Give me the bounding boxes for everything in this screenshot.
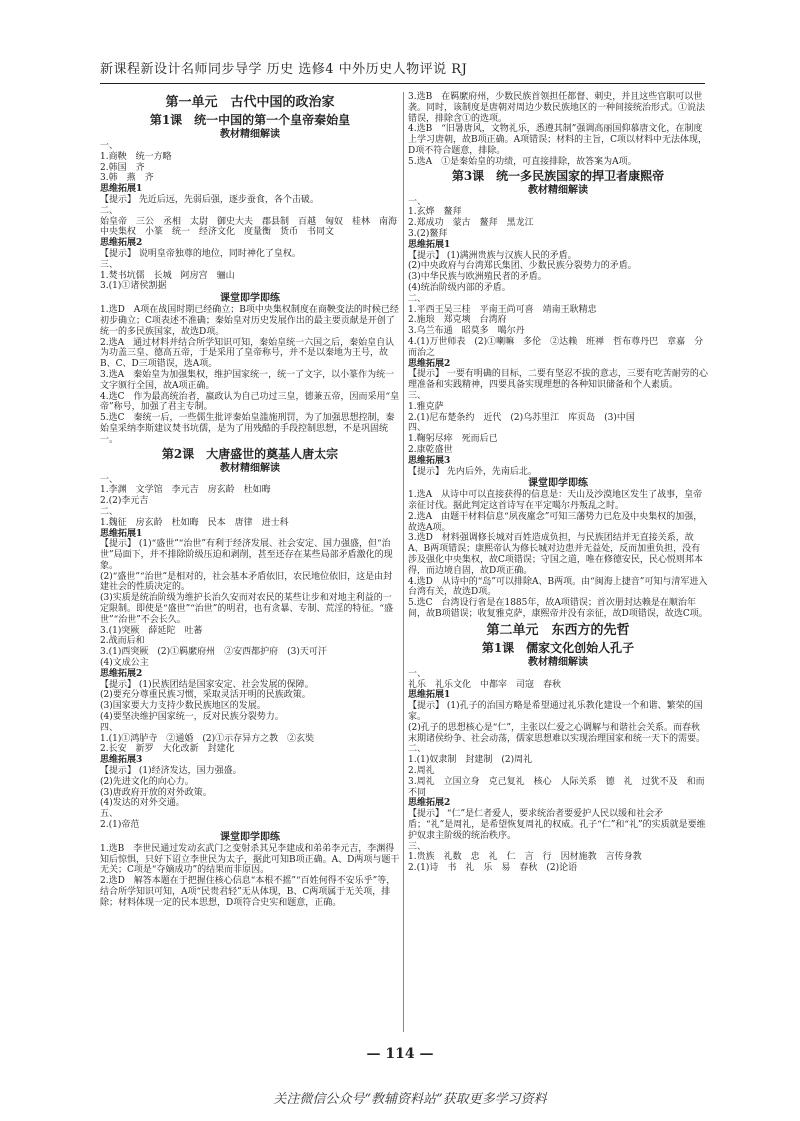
text-line: 3.(1)西突厥 (2)①羁縻府州 ②安西都护府 (3)天可汗 xyxy=(100,647,327,658)
text-line: 3.(2)鳌拜 xyxy=(408,228,448,239)
text-line: (4)发达的对外交通。 xyxy=(100,798,185,809)
text-line: 2.(2)李元吉 xyxy=(100,496,149,507)
text-line: 3.(1)突厥 薛延陀 吐蕃 xyxy=(100,625,203,636)
text-line: 三、 xyxy=(408,841,427,852)
section-heading: 教材精细解读 xyxy=(220,462,280,474)
subsection-label: 思维拓展2 xyxy=(408,798,451,809)
text-line: 2.(1)帝范 xyxy=(100,820,140,831)
text-line: 1.雅克萨 xyxy=(408,401,444,412)
text-line: 【提示】 一要有明确的目标，二要有坚忍不拔的意志，三要有吃苦耐劳的心理准备和实践精神，四要具备实现理想的各种知识储备和个人素质。 xyxy=(408,369,708,391)
lesson-title: 第3课 统一多民族国家的捍卫者康熙帝 xyxy=(451,168,665,183)
lesson-title: 第1课 统一中国的第一个皇帝秦始皇 xyxy=(149,113,351,127)
text-line: 1.(1)①鸿胪寺 ②通婚 (2)①示存异方之教 ②玄奘 xyxy=(100,733,315,744)
section-heading: 课堂即学即练 xyxy=(528,478,588,490)
text-line: 4.选C 作为最高统治者，嬴政认为自己功过三皇，德兼五帝，因而采用“皇帝”称号，加强了君主专制。 xyxy=(100,391,400,413)
text-line: 5.选A ①是秦始皇的功绩，可直接排除，故答案为A项。 xyxy=(408,156,637,167)
text-line: (2)中央政府与台湾郑氏集团、少数民族分裂势力的矛盾。 xyxy=(408,261,637,272)
text-line: 3.选D 材料强调修长城对百姓造成负担，与民族团结并无直接关系，故A、B两项错误；康熙帝认为修长城对边患并无益处，反而加重负担，没有涉及强化中央集权，故C项错误；守国之道，唯在修德安民，民心悦则邦本得，而边境自固，故D项正确。 xyxy=(408,533,703,576)
text-line: 2.战而后和 xyxy=(100,636,145,647)
text-line: (4)统治阶级内部的矛盾。 xyxy=(408,282,511,293)
lesson-title: 第2课 大唐盛世的奠基人唐太宗 xyxy=(161,446,339,461)
footer-note: 关注微信公众号“教辅资料站”获取更多学习资料 xyxy=(273,1092,547,1107)
lesson-title: 第1课 儒家文化创始人孔子 xyxy=(481,640,635,655)
running-header: 新课程新设计名师同步导学 历史 选修4 中外历史人物评说 RJ xyxy=(100,62,468,77)
subsection-label: 思维拓展1 xyxy=(100,184,143,195)
left-column xyxy=(100,92,407,1032)
text-line: 二、 xyxy=(408,293,427,304)
text-line: 4.选B “旧暑唐风，文物礼乐，悉遵其制”强调高丽国仰慕唐文化，在制度上学习唐朝，故B项正确。A项错误；材料的主旨，C项以材料中无法体现，D项不符合题意，排除。 xyxy=(408,124,708,156)
text-line: 1.魏征 房玄龄 杜如晦 民本 唐律 进士科 xyxy=(100,517,289,528)
text-line: 【提示】 (1)“盛世”“治世”有利于经济发展、社会安定、国力强盛，但“治世”局面下，并不排除阶级压迫和剥削，甚至还存在某些局部矛盾激化的现象。 xyxy=(100,539,393,571)
text-line: 3.(1)①诸侯割据 xyxy=(100,281,167,292)
text-line: 1.鞠躬尽瘁 死而后已 xyxy=(408,434,498,445)
text-line: (3)国家要大力支持少数民族地区的发展。 xyxy=(100,701,266,712)
text-line: 一、 xyxy=(408,196,427,207)
text-line: 2.周礼 xyxy=(408,766,435,777)
text-line: 2.长安 新罗 大化改新 封建化 xyxy=(100,744,235,755)
text-line: (4)文成公主 xyxy=(100,658,149,669)
right-column xyxy=(408,92,708,1032)
text-line: (3)实质是统治阶级为维护长治久安而对农民的某些让步和对地主利益的一定限制。即使是“盛世”“治世”的明君，也有贪暴、专制、荒淫的特征。“盛世”“治世”不会长久。 xyxy=(100,593,394,625)
text-line: 2.(1)诗 书 礼 乐 易 春秋 (2)论语 xyxy=(408,863,578,874)
subsection-label: 思维拓展2 xyxy=(100,238,143,249)
text-line: 1.选A 从诗中可以直接获得的信息是：天山及沙漠地区发生了战事，皇帝亲征讨伐。据此判定这首诗写在平定噶尔丹叛乱之时。 xyxy=(408,490,703,512)
text-line: (3)唐政府开放的对外政策。 xyxy=(100,787,212,798)
subsection-label: 思维拓展1 xyxy=(408,690,451,701)
text-line: (2)孔子的思想核心是“仁”，主张以仁爱之心调解与和谐社会关系。而春秋末期诸侯纷争、社会动荡，儒家思想难以实现治理国家和统一天下的需要。 xyxy=(408,722,706,744)
text-line: 1.李渊 文学馆 李元吉 房玄龄 杜如晦 xyxy=(100,485,271,496)
text-line: 2.郑成功 蒙古 鳌拜 黑龙江 xyxy=(408,218,534,229)
text-line: 3.周礼 立国立身 克己复礼 核心 人际关系 德 礼 过犹不及 和而不同 xyxy=(408,776,705,798)
text-line: 3.韩 燕 齐 xyxy=(100,173,154,184)
text-line: 2.韩国 齐 xyxy=(100,162,145,173)
text-line: 二、 xyxy=(100,506,119,517)
text-line: 四、 xyxy=(408,423,427,434)
text-line: 1.焚书坑儒 长城 阿房宫 骊山 xyxy=(100,270,235,281)
text-line: 【提示】 (1)满洲贵族与汉族人民的矛盾。 xyxy=(408,250,577,261)
text-line: 【提示】 “仁”是仁者爱人，要求统治者要爱护人民以缓和社会矛盾；“礼”是周礼，是希望恢复周礼的权威。孔子“仁”和“礼”的实质就是要维护奴隶主阶级的统治秩序。 xyxy=(408,809,706,841)
column-divider xyxy=(403,92,404,1032)
text-line: 2.选A 由题干材料信息“夙夜廑念”可知三藩势力已危及中央集权的加强，故选A项。 xyxy=(408,511,703,533)
text-line: (4)要坚决维护国家统一，反对民族分裂势力。 xyxy=(100,712,284,723)
text-line: 一、 xyxy=(100,141,119,151)
subsection-label: 思维拓展1 xyxy=(408,239,451,250)
text-line: 【提示】 (1)孔子的治国方略是希望通过礼乐教化建设一个和谐、繁荣的国家。 xyxy=(408,701,703,723)
text-line: 4.(1)万世师表 (2)①喇嘛 多伦 ②达赖 班禅 哲布尊丹巴 章嘉 分而治之 xyxy=(408,336,704,358)
text-line: 三、 xyxy=(100,259,119,270)
section-heading: 教材精细解读 xyxy=(220,129,280,140)
section-heading: 教材精细解读 xyxy=(528,656,588,668)
text-line: 【提示】 说明皇帝独尊的地位，同时神化了皇权。 xyxy=(100,248,301,259)
text-line: 1.平西王吴三桂 平南王尚可喜 靖南王耿精忠 xyxy=(408,304,597,315)
header-rule xyxy=(100,83,705,84)
text-line: 5.选C 台湾设行省是在1885年，故A项错误；首次册封达赖是在顺治年间，故B项错误；收复雅克萨，康熙帝并没有亲征，故D项错误，故选C项。 xyxy=(408,598,708,620)
unit-title: 第一单元 古代中国的政治家 xyxy=(165,95,335,110)
subsection-label: 思维拓展3 xyxy=(100,755,143,766)
section-heading: 课堂即学即练 xyxy=(220,831,280,843)
text-line: 四、 xyxy=(100,722,119,733)
text-line: 2.康乾盛世 xyxy=(408,444,453,455)
text-line: (3)中华民族与欧洲殖民者的矛盾。 xyxy=(408,272,547,283)
text-line: 【提示】 先内后外，先南后北。 xyxy=(408,466,537,477)
text-line: 2.施琅 郑克塽 台湾府 xyxy=(408,315,507,326)
text-line: (2)“盛世”“治世”是相对的，社会基本矛盾依旧，农民地位依旧，这是由封建社会的性质决定的。 xyxy=(100,571,393,593)
text-line: 4.选D 从诗中的“岛”可以排除A、B两项。由“闽海上捷音”可知与清军进入台湾有关，故选D项。 xyxy=(408,576,708,598)
subsection-label: 思维拓展2 xyxy=(100,668,143,679)
page-number: — 114 — xyxy=(366,1046,434,1062)
unit-title: 第二单元 东西方的先哲 xyxy=(486,622,630,638)
text-line: 五、 xyxy=(100,809,119,820)
text-line: 1.(1)奴隶制 封建制 (2)周礼 xyxy=(408,755,533,766)
text-line: 1.商鞅 统一方略 xyxy=(100,151,172,162)
text-line: 2.选D 解答本题在于把握住核心信息“本根不摇”“百姓何得不安乐乎”等，结合所学知识可知，A项“民贵君轻”无从体现，B、C两项属于无关项，排除；材料体现一定的民本思想，D项符合史实和题意，正确。 xyxy=(100,876,396,908)
text-line: 【提示】 (1)民族团结是国家安定、社会发展的保障。 xyxy=(100,679,314,690)
text-line: 1.玄烨 鳌拜 xyxy=(408,207,462,218)
text-line: 1.选B 李世民通过发动玄武门之变射杀其兄李建成和弟弟李元吉，李渊得知后惊惧，只好下诏立李世民为太子，据此可知B项正确。A、D两项与题干无关；C项是“夺嫡成功”的结果而非原因。 xyxy=(100,843,400,876)
text-line: 【提示】 (1)经济发达，国力强盛。 xyxy=(100,766,242,777)
text-line: 二、 xyxy=(408,744,427,755)
text-line: 3.选B 在羁縻府州，少数民族首领担任都督、刺史，并且这些官职可以世袭。同时，该制度是唐朝对周边少数民族地区的一种间接统治形式。①说法错误，排除含①的选项。 xyxy=(408,92,706,124)
text-line: 一、 xyxy=(100,474,119,485)
text-line: 礼乐 礼乐文化 中都宰 司寇 春秋 xyxy=(408,679,562,690)
text-line: 2.(1)尼布楚条约 近代 (2)乌苏里江 库页岛 (3)中国 xyxy=(408,412,635,423)
text-line: 3.选A 秦始皇为加强集权，维护国家统一，统一了文字，以小篆作为统一文字颁行全国，故A项正确。 xyxy=(100,369,395,391)
section-heading: 教材精细解读 xyxy=(528,184,588,196)
text-line: 5.选C 秦统一后，一些儒生批评秦始皇滥施刑罚，为了加强思想控制，秦始皇采纳李斯建议焚书坑儒，是为了用残酷的手段控制思想，不是巩固统一。 xyxy=(100,413,395,445)
text-line: 二、 xyxy=(100,205,119,216)
text-line: 1.选D A项在战国时期已经确立；B项中央集权制度在商鞅变法的时候已经初步确立；C项表述不准确；秦始皇对历史发展作出的最主要贡献是开创了统一的多民族国家，故选D项。 xyxy=(100,305,399,337)
subsection-label: 思维拓展1 xyxy=(100,528,143,539)
subsection-label: 思维拓展3 xyxy=(408,455,451,466)
text-line: 一、 xyxy=(408,668,427,679)
text-line: 1.贵族 礼数 忠 礼 仁 言 行 因材施教 言传身教 xyxy=(408,852,642,863)
section-heading: 课堂即学即练 xyxy=(220,293,280,305)
text-line: (2)先进文化的向心力。 xyxy=(100,776,194,787)
text-line: (2)要充分尊重民族习惯，采取灵活开明的民族政策。 xyxy=(100,690,311,701)
text-line: 三、 xyxy=(408,390,427,401)
text-line: 2.选A 通过材料并结合所学知识可知，秦始皇统一六国之后，秦始皇自认为功盖三皇、德高五帝，于是采用了皇帝称号，并不是以秦地为王号，故B、C、D三项错误，选A项。 xyxy=(100,337,395,370)
text-line: 始皇帝 三公 丞相 太尉 御史大夫 郡县制 百越 匈奴 桂林 南海 中央集权 小篆 统一 经济文化 度量衡 货币 书同文 xyxy=(100,216,407,238)
text-line: 3.乌兰布通 昭莫多 噶尔丹 xyxy=(408,326,525,337)
text-line: 【提示】 先近后远，先弱后强，逐步蚕食，各个击破。 xyxy=(100,194,319,205)
subsection-label: 思维拓展2 xyxy=(408,358,451,369)
